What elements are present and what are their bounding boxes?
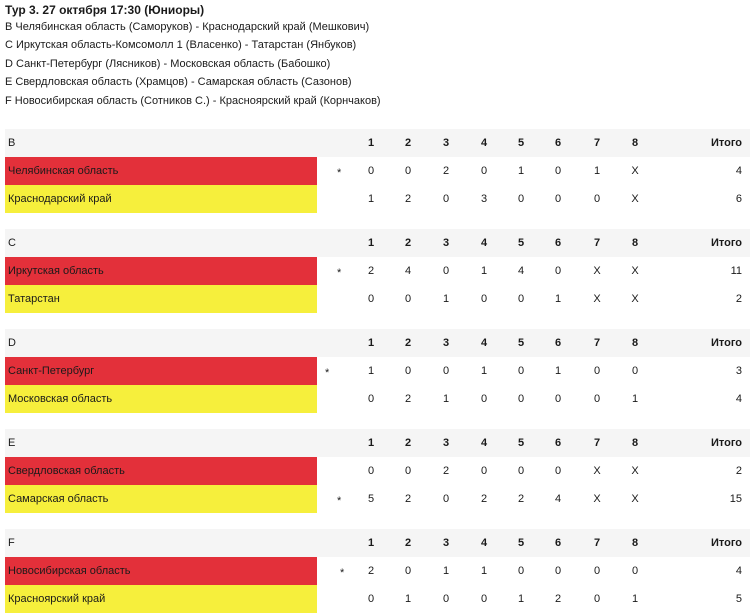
team-name: Краснодарский край: [5, 185, 317, 213]
column-header: 1: [367, 137, 375, 149]
end-score: 0: [404, 465, 412, 477]
group-label: E: [8, 437, 16, 449]
total-header: Итого: [710, 537, 742, 549]
column-header: 4: [480, 137, 488, 149]
column-header: 7: [593, 437, 601, 449]
end-score: X: [593, 265, 601, 277]
column-header: 3: [442, 137, 450, 149]
end-score: 0: [554, 265, 562, 277]
end-score: 2: [442, 465, 450, 477]
end-score: X: [631, 493, 639, 505]
end-score: 0: [631, 565, 639, 577]
end-score: 0: [593, 193, 601, 205]
team-name: Татарстан: [5, 285, 317, 313]
table-row: [5, 157, 750, 185]
end-score: 1: [593, 165, 601, 177]
end-score: 2: [367, 265, 375, 277]
team-name: Самарская область: [5, 485, 317, 513]
end-score: 1: [554, 365, 562, 377]
end-score: 0: [480, 165, 488, 177]
end-score: 0: [593, 393, 601, 405]
team-total: 5: [735, 593, 742, 605]
column-header: 3: [442, 337, 450, 349]
end-score: 0: [517, 365, 525, 377]
match-line: D Санкт-Петербург (Лясников) - Московская область (Бабошко): [5, 57, 331, 70]
column-header: 1: [367, 237, 375, 249]
team-name: Челябинская область: [5, 157, 317, 185]
page-title: Тур 3. 27 октября 17:30 (Юниоры): [5, 3, 205, 17]
team-total: 6: [735, 193, 742, 205]
end-score: 0: [631, 365, 639, 377]
total-header: Итого: [710, 337, 742, 349]
group-table-f: [5, 529, 750, 613]
end-score: X: [631, 265, 639, 277]
end-score: 0: [480, 393, 488, 405]
end-score: X: [631, 293, 639, 305]
team-total: 11: [730, 265, 742, 277]
end-score: 1: [554, 293, 562, 305]
table-header-row: [5, 329, 750, 357]
end-score: 0: [554, 465, 562, 477]
table-row: [5, 357, 750, 385]
column-header: 5: [517, 137, 525, 149]
hammer-marker: *: [340, 567, 345, 579]
end-score: 5: [367, 493, 375, 505]
end-score: 0: [442, 493, 450, 505]
column-header: 6: [554, 137, 562, 149]
table-row: [5, 485, 750, 513]
table-header-row: [5, 429, 750, 457]
match-line: B Челябинская область (Саморуков) - Краснодарский край (Мешкович): [5, 21, 370, 33]
end-score: 0: [554, 193, 562, 205]
column-header: 7: [593, 237, 601, 249]
total-header: Итого: [710, 237, 742, 249]
table-row: [5, 185, 750, 213]
column-header: 2: [404, 237, 412, 249]
column-header: 5: [517, 437, 525, 449]
hammer-marker: *: [337, 267, 342, 279]
end-score: 1: [442, 293, 450, 305]
column-header: 1: [367, 537, 375, 549]
end-score: 0: [517, 293, 525, 305]
column-header: 6: [554, 237, 562, 249]
end-score: 4: [404, 265, 412, 277]
end-score: 2: [404, 193, 412, 205]
team-name: Санкт-Петербург: [5, 357, 317, 385]
team-total: 2: [735, 465, 742, 477]
team-name: Свердловская область: [5, 457, 317, 485]
column-header: 8: [631, 437, 639, 449]
end-score: 1: [442, 393, 450, 405]
table-row: [5, 285, 750, 313]
column-header: 6: [554, 337, 562, 349]
column-header: 2: [404, 437, 412, 449]
column-header: 8: [631, 137, 639, 149]
column-header: 3: [442, 437, 450, 449]
end-score: 0: [480, 465, 488, 477]
end-score: 2: [404, 393, 412, 405]
end-score: 1: [631, 593, 639, 605]
end-score: 2: [442, 165, 450, 177]
column-header: 4: [480, 537, 488, 549]
team-total: 2: [735, 293, 742, 305]
column-header: 7: [593, 537, 601, 549]
team-total: 15: [729, 493, 742, 505]
column-header: 5: [517, 537, 525, 549]
table-header-row: [5, 529, 750, 557]
end-score: 1: [367, 193, 375, 205]
end-score: 1: [480, 365, 488, 377]
group-table-b: [5, 129, 750, 213]
end-score: 0: [554, 565, 562, 577]
column-header: 3: [442, 237, 450, 249]
end-score: X: [593, 293, 601, 305]
column-header: 2: [404, 137, 412, 149]
end-score: 2: [554, 593, 562, 605]
end-score: 0: [593, 593, 601, 605]
end-score: 0: [442, 365, 450, 377]
column-header: 5: [517, 337, 525, 349]
end-score: 0: [367, 393, 375, 405]
column-header: 1: [367, 437, 375, 449]
end-score: 1: [631, 393, 639, 405]
team-name: Иркутская область: [5, 257, 317, 285]
end-score: X: [593, 493, 601, 505]
end-score: X: [631, 165, 639, 177]
match-line: E Свердловская область (Храмцов) - Самарская область (Сазонов): [5, 76, 352, 89]
end-score: 0: [517, 393, 525, 405]
end-score: 0: [517, 193, 525, 205]
column-header: 6: [554, 437, 562, 449]
column-header: 8: [631, 237, 639, 249]
column-header: 4: [480, 237, 488, 249]
column-header: 3: [442, 537, 450, 549]
end-score: 2: [480, 493, 488, 505]
end-score: 0: [404, 365, 412, 377]
team-total: 4: [735, 393, 742, 405]
end-score: 1: [517, 593, 525, 605]
end-score: 2: [404, 493, 412, 505]
table-row: [5, 457, 750, 485]
column-header: 8: [631, 537, 639, 549]
end-score: 0: [517, 565, 525, 577]
header: [5, 2, 745, 110]
end-score: X: [631, 465, 639, 477]
end-score: 2: [367, 565, 375, 577]
end-score: 0: [554, 165, 562, 177]
end-score: 0: [442, 593, 450, 605]
column-header: 4: [480, 437, 488, 449]
end-score: 0: [404, 565, 412, 577]
column-header: 5: [517, 237, 525, 249]
column-header: 2: [404, 337, 412, 349]
end-score: 0: [404, 165, 412, 177]
team-total: 4: [735, 565, 742, 577]
team-total: 3: [735, 365, 742, 377]
column-header: 7: [593, 337, 601, 349]
hammer-marker: *: [337, 495, 342, 507]
end-score: 1: [404, 593, 412, 605]
end-score: 0: [480, 293, 488, 305]
table-row: [5, 557, 750, 585]
end-score: 0: [480, 593, 488, 605]
team-name: Красноярский край: [5, 585, 317, 613]
column-header: 1: [367, 337, 375, 349]
end-score: 0: [517, 465, 525, 477]
end-score: 0: [593, 565, 601, 577]
match-line: F Новосибирская область (Сотников С.) - Красноярский край (Корнчаков): [5, 94, 381, 107]
team-total: 4: [735, 165, 742, 177]
end-score: 1: [367, 365, 375, 377]
group-table-d: [5, 329, 750, 413]
hammer-marker: *: [325, 367, 330, 379]
table-header-row: [5, 129, 750, 157]
table-row: [5, 585, 750, 613]
end-score: 0: [593, 365, 601, 377]
end-score: 4: [517, 265, 525, 277]
end-score: 0: [442, 193, 450, 205]
table-row: [5, 257, 750, 285]
end-score: 0: [367, 293, 375, 305]
total-header: Итого: [710, 137, 742, 149]
end-score: 0: [367, 165, 375, 177]
group-label: B: [8, 137, 16, 149]
hammer-marker: *: [337, 167, 342, 179]
end-score: 0: [554, 393, 562, 405]
end-score: X: [631, 193, 639, 205]
end-score: 0: [367, 593, 375, 605]
end-score: X: [593, 465, 601, 477]
end-score: 1: [480, 565, 488, 577]
team-name: Московская область: [5, 385, 317, 413]
match-line: C Иркутская область-Комсомолл 1 (Власенко) - Татарстан (Янбуков): [5, 39, 357, 52]
group-label: C: [8, 237, 16, 249]
table-row: [5, 385, 750, 413]
group-label: D: [8, 337, 16, 349]
column-header: 4: [480, 337, 488, 349]
end-score: 4: [554, 493, 562, 505]
group-label: F: [8, 537, 15, 549]
end-score: 0: [404, 293, 412, 305]
end-score: 2: [517, 493, 525, 505]
group-table-e: [5, 429, 750, 513]
total-header: Итого: [710, 437, 742, 449]
end-score: 0: [367, 465, 375, 477]
column-header: 8: [631, 337, 639, 349]
end-score: 1: [517, 165, 525, 177]
end-score: 3: [480, 193, 488, 205]
group-table-c: [5, 229, 750, 313]
end-score: 1: [442, 565, 450, 577]
column-header: 2: [404, 537, 412, 549]
table-header-row: [5, 229, 750, 257]
column-header: 7: [593, 137, 601, 149]
end-score: 0: [442, 265, 450, 277]
team-name: Новосибирская область: [5, 557, 317, 585]
column-header: 6: [554, 537, 562, 549]
end-score: 1: [480, 265, 488, 277]
